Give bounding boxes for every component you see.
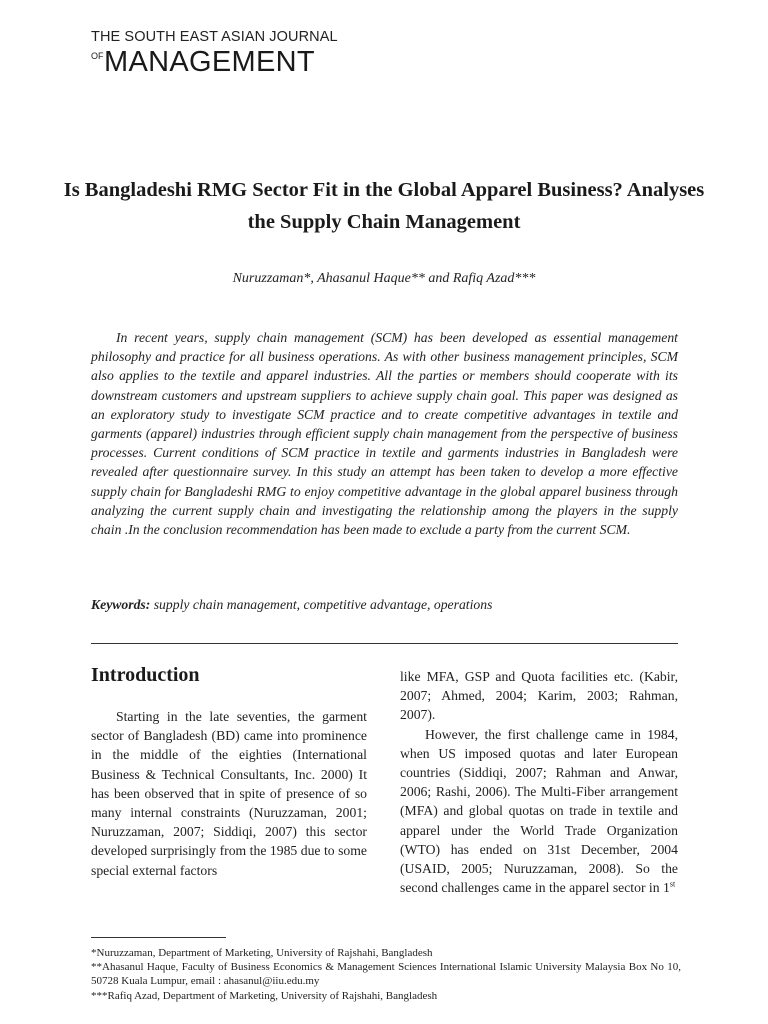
introduction-paragraph-1: Starting in the late seventies, the garment sector of Bangladesh (BD) came into prominence in the middle of the eighties (International Business & Technical Consultants, Inc. 2000) It has been observed that in spite of presence of so many internal constraints (Nuruzzaman, 2001; Nuruzzaman, 2007; Siddiqi, 2007) this sector developed surprisingly from the 1985 due to some special external factors — [91, 709, 367, 878]
journal-name-line1: THE SOUTH EAST ASIAN JOURNAL — [91, 29, 338, 45]
footnotes — [91, 946, 681, 1003]
introduction-paragraph-3 — [400, 725, 678, 898]
ordinal-superscript: st — [669, 879, 676, 889]
paragraph-3-text: However, the first challenge came in 1984, when US imposed quotas and later European countries (Siddiqi, 2007; Rahman and Anwar, 2006; Rashi, 2006). The Multi-Fiber arrangement (MFA) and global quotas on trade in textile and apparel under the World Trade Organization (WTO) has ended on 31st December, 2004 (USAID, 2005; Nuruzzaman, 2008). So the second challenges came in the apparel sector in 1 — [400, 726, 678, 896]
footnote-3: ***Rafiq Azad, Department of Marketing, University of Rajshahi, Bangladesh — [91, 989, 438, 1002]
keywords — [91, 597, 678, 613]
footnote-divider — [91, 937, 226, 938]
introduction-heading: Introduction — [91, 664, 200, 686]
journal-name-line2: MANAGEMENT — [104, 46, 315, 78]
abstract: In recent years, supply chain management (SCM) has been developed as essential management philosophy and practice for all business operations. As with other business management principles, SCM also applies to the textile and apparel industries. All the parties or members should cooperate with its downstream customers and upstream suppliers to achieve supply chain goal. This paper was designed as an exploratory study to investigate SCM practice and to create competitive advantages in textile and garments (apparel) industries through efficient supply chain management from the perspective of business processes. Current conditions of SCM practice in textile and garments industries in Bangladesh were revealed after questionnaire survey. In this study an attempt has been taken to develop a more effective supply chain for Bangladeshi RMG to enjoy competitive advantage in the global apparel business through analyzing the current supply chain and investigating the relationship among the players in the supply chain .In the conclusion recommendation has been made to exclude a party from the current SCM. — [91, 330, 678, 538]
journal-name-of: OF — [91, 51, 104, 61]
section-divider — [91, 643, 678, 644]
footnote-1: *Nuruzzaman, Department of Marketing, University of Rajshahi, Bangladesh — [91, 947, 433, 959]
footnote-2: **Ahasanul Haque, Faculty of Business Economics & Management Sciences International Islamic University Malaysia Box No 10, 50728 Kuala Lumpur, email : ahasanul@iiu.edu.my — [91, 961, 681, 988]
left-column — [91, 664, 367, 880]
introduction-paragraph-2: like MFA, GSP and Quota facilities etc. (Kabir, 2007; Ahmed, 2004; Karim, 2003; Rahman, 2007). — [400, 669, 678, 723]
right-column — [400, 667, 678, 897]
paper-title: Is Bangladeshi RMG Sector Fit in the Global Apparel Business? Analyses the Supply Chain Management — [63, 179, 705, 233]
paper-authors: Nuruzzaman*, Ahasanul Haque** and Rafiq Azad*** — [232, 271, 536, 286]
keywords-list: supply chain management, competitive advantage, operations — [150, 597, 493, 612]
keywords-label: Keywords: — [91, 597, 151, 612]
